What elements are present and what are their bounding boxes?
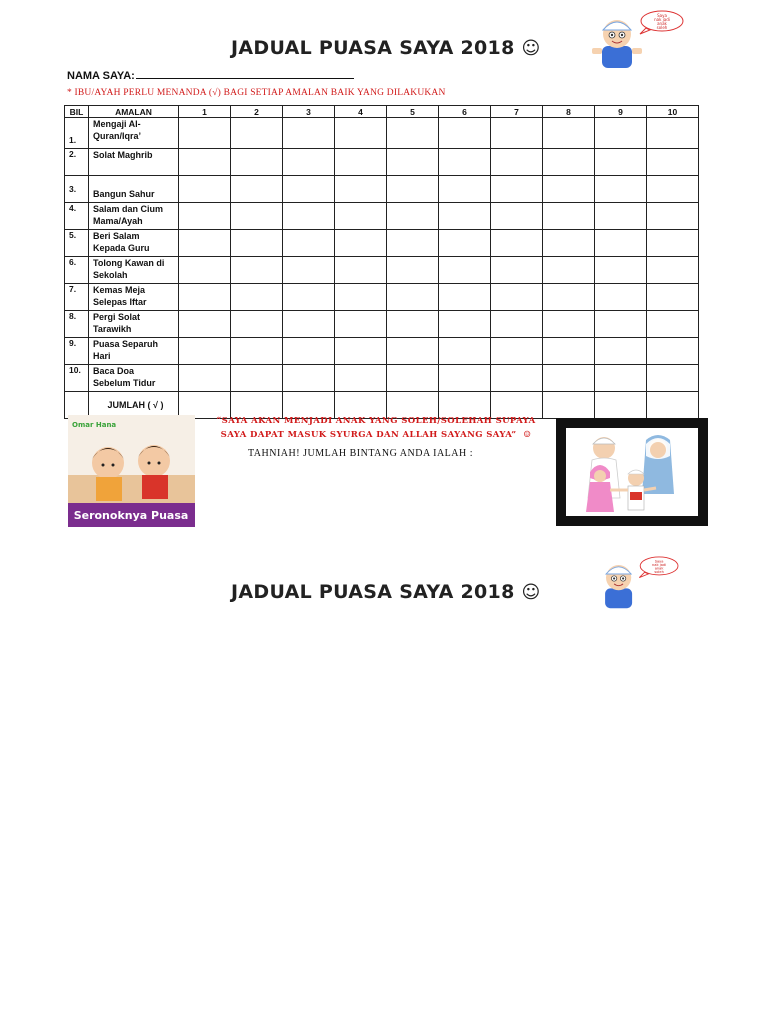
check-cell[interactable] [439, 176, 491, 203]
fasting-schedule-table [64, 105, 699, 419]
activity-line: Mama/Ayah [93, 216, 143, 226]
name-line[interactable] [136, 68, 354, 79]
check-cell[interactable] [231, 311, 283, 338]
table-row [65, 203, 699, 230]
check-cell[interactable] [647, 311, 699, 338]
check-cell[interactable] [231, 149, 283, 176]
check-cell[interactable] [387, 230, 439, 257]
check-cell[interactable] [387, 311, 439, 338]
activity-line: Baca Doa [93, 366, 135, 376]
activity-line: Kemas Meja [93, 285, 146, 295]
header-day-3: 3 [283, 106, 335, 118]
table-row [65, 118, 699, 149]
check-cell[interactable] [335, 230, 387, 257]
check-cell[interactable] [595, 257, 647, 284]
row-number: 2. [65, 149, 89, 176]
activity-cell [89, 149, 179, 176]
check-cell[interactable] [647, 149, 699, 176]
instruction-text: * IBU/AYAH PERLU MENANDA (√) BAGI SETIAP AMALAN BAIK YANG DILAKUKAN [67, 88, 446, 98]
table-row [65, 230, 699, 257]
header-day-4: 4 [335, 106, 387, 118]
table-header-row [65, 106, 699, 118]
check-cell[interactable] [335, 284, 387, 311]
page-title-text: JADUAL PUASA SAYA 2018 [231, 37, 515, 59]
check-cell[interactable] [491, 257, 543, 284]
activity-line: Sebelum Tidur [93, 378, 156, 388]
check-cell[interactable] [595, 338, 647, 365]
check-cell[interactable] [387, 284, 439, 311]
bubble-line-1: Saya [657, 13, 667, 18]
check-cell[interactable] [179, 118, 231, 149]
check-cell[interactable] [543, 338, 595, 365]
check-cell[interactable] [543, 365, 595, 392]
family-picture-frame [556, 418, 708, 526]
check-cell[interactable] [231, 284, 283, 311]
check-cell[interactable] [283, 257, 335, 284]
check-cell[interactable] [491, 284, 543, 311]
check-cell[interactable] [647, 203, 699, 230]
seronoknya-puasa-banner [68, 415, 195, 527]
smiley-icon: ☺ [521, 38, 541, 59]
check-cell[interactable] [283, 230, 335, 257]
check-cell[interactable] [283, 176, 335, 203]
check-cell[interactable] [543, 230, 595, 257]
check-cell[interactable] [335, 257, 387, 284]
row-number: 5. [65, 230, 89, 257]
check-cell[interactable] [387, 118, 439, 149]
activity-line: Selepas Iftar [93, 297, 147, 307]
check-cell[interactable] [335, 365, 387, 392]
row-number: 10. [65, 365, 89, 392]
check-cell[interactable] [647, 257, 699, 284]
page2-title-text: JADUAL PUASA SAYA 2018 [231, 581, 515, 603]
activity-line: Hari [93, 351, 111, 361]
smiley-icon: ☺ [521, 582, 541, 603]
activity-cell [89, 338, 179, 365]
check-cell[interactable] [595, 230, 647, 257]
activity-line: Sekolah [93, 270, 128, 280]
activity-line: Mengaji Al- [93, 119, 141, 129]
check-cell[interactable] [543, 176, 595, 203]
activity-cell [89, 257, 179, 284]
table-row [65, 365, 699, 392]
check-cell[interactable] [335, 338, 387, 365]
check-cell[interactable] [595, 149, 647, 176]
table-row [65, 257, 699, 284]
congrats-text: TAHNIAH! JUMLAH BINTANG ANDA IALAH : [248, 448, 473, 459]
check-cell[interactable] [439, 365, 491, 392]
row-number: 7. [65, 284, 89, 311]
check-cell[interactable] [231, 203, 283, 230]
check-cell[interactable] [491, 203, 543, 230]
check-cell[interactable] [387, 257, 439, 284]
check-cell[interactable] [491, 118, 543, 149]
check-cell[interactable] [647, 118, 699, 149]
activity-line [93, 161, 178, 173]
check-cell[interactable] [335, 203, 387, 230]
activity-cell [89, 311, 179, 338]
header-day-6: 6 [439, 106, 491, 118]
activity-line: Tolong Kawan di [93, 258, 165, 268]
check-cell[interactable] [647, 230, 699, 257]
check-cell[interactable] [179, 149, 231, 176]
check-cell[interactable] [439, 118, 491, 149]
header-bil: BIL [65, 106, 89, 118]
check-cell[interactable] [595, 365, 647, 392]
check-cell[interactable] [283, 311, 335, 338]
activity-cell [89, 176, 179, 203]
check-cell[interactable] [231, 338, 283, 365]
bubble-line-4: soleh [656, 25, 668, 30]
table-row [65, 338, 699, 365]
name-field[interactable] [67, 68, 354, 82]
check-cell[interactable] [647, 284, 699, 311]
row-number: 6. [65, 257, 89, 284]
activity-line: Salam dan Cium [93, 204, 164, 214]
table-row [65, 176, 699, 203]
check-cell[interactable] [491, 338, 543, 365]
check-cell[interactable] [543, 311, 595, 338]
smiley-icon: ☺ [523, 430, 532, 440]
page2-title [231, 581, 541, 603]
activity-cell [89, 230, 179, 257]
check-cell[interactable] [387, 203, 439, 230]
header-day-5: 5 [387, 106, 439, 118]
pledge-line-1: “SAYA AKAN MENJADI ANAK YANG SOLEH/SOLEHAH SUPAYA [216, 416, 536, 426]
check-cell[interactable] [387, 365, 439, 392]
name-label: NAMA SAYA: [67, 70, 135, 82]
check-cell[interactable] [439, 311, 491, 338]
row-number: 3. [65, 176, 89, 203]
check-cell[interactable] [179, 284, 231, 311]
activity-cell [89, 365, 179, 392]
activity-line: Kepada Guru [93, 243, 150, 253]
table-row [65, 284, 699, 311]
check-cell[interactable] [283, 338, 335, 365]
check-cell[interactable] [595, 284, 647, 311]
page-title [231, 37, 541, 59]
pledge-line-2: SAYA DAPAT MASUK SYURGA DAN ALLAH SAYANG SAYA” [220, 430, 517, 440]
family-illustration [566, 428, 698, 516]
cartoon-boy-icon [580, 10, 686, 70]
check-cell[interactable] [231, 365, 283, 392]
check-cell[interactable] [179, 365, 231, 392]
check-cell[interactable] [387, 149, 439, 176]
check-cell[interactable] [647, 365, 699, 392]
activity-line: Beri Salam [93, 231, 140, 241]
check-cell[interactable] [179, 311, 231, 338]
check-cell[interactable] [543, 284, 595, 311]
activity-line: Quran/Iqra’ [93, 131, 142, 141]
check-cell[interactable] [439, 230, 491, 257]
check-cell[interactable] [179, 176, 231, 203]
check-cell[interactable] [179, 257, 231, 284]
pledge-quote [196, 414, 556, 442]
activity-cell [89, 284, 179, 311]
check-cell[interactable] [491, 311, 543, 338]
check-cell[interactable] [387, 176, 439, 203]
cartoon-boy-icon [580, 556, 686, 610]
check-cell[interactable] [231, 176, 283, 203]
check-cell[interactable] [439, 338, 491, 365]
check-cell[interactable] [283, 203, 335, 230]
check-cell[interactable] [179, 230, 231, 257]
check-cell[interactable] [543, 118, 595, 149]
check-cell[interactable] [231, 230, 283, 257]
total-cell[interactable] [595, 392, 647, 419]
check-cell[interactable] [491, 176, 543, 203]
bubble-line-2: nak jadi [652, 562, 667, 567]
header-day-9: 9 [595, 106, 647, 118]
banner-logo: Omar Hana [72, 421, 117, 429]
activity-line: Bangun Sahur [93, 189, 155, 199]
header-day-10: 10 [647, 106, 699, 118]
row-number: 1. [65, 118, 89, 149]
check-cell[interactable] [543, 257, 595, 284]
row-number: 4. [65, 203, 89, 230]
bubble-line-2: nak jadi [654, 17, 670, 22]
check-cell[interactable] [283, 118, 335, 149]
bubble-line-3: anak [654, 566, 664, 571]
check-cell[interactable] [439, 257, 491, 284]
check-cell[interactable] [335, 176, 387, 203]
header-day-1: 1 [179, 106, 231, 118]
bubble-line-3: anak [657, 21, 667, 26]
check-cell[interactable] [231, 257, 283, 284]
check-cell[interactable] [543, 203, 595, 230]
check-cell[interactable] [179, 338, 231, 365]
header-day-2: 2 [231, 106, 283, 118]
activity-cell [89, 203, 179, 230]
check-cell[interactable] [439, 149, 491, 176]
bubble-line-4: soleh [654, 570, 664, 575]
header-day-7: 7 [491, 106, 543, 118]
check-cell[interactable] [283, 365, 335, 392]
check-cell[interactable] [283, 284, 335, 311]
activity-line: Puasa Separuh [93, 339, 159, 349]
table-body [65, 118, 699, 392]
check-cell[interactable] [439, 203, 491, 230]
check-cell[interactable] [335, 149, 387, 176]
header-day-8: 8 [543, 106, 595, 118]
total-label: JUMLAH ( √ ) [89, 392, 179, 419]
check-cell[interactable] [491, 149, 543, 176]
activity-line: Tarawikh [93, 324, 132, 334]
check-cell[interactable] [543, 149, 595, 176]
check-cell[interactable] [491, 365, 543, 392]
check-cell[interactable] [439, 284, 491, 311]
activity-cell [89, 118, 179, 149]
table-row [65, 311, 699, 338]
row-number: 9. [65, 338, 89, 365]
activity-line: Solat Maghrib [93, 150, 153, 160]
check-cell[interactable] [595, 176, 647, 203]
check-cell[interactable] [647, 338, 699, 365]
check-cell[interactable] [283, 149, 335, 176]
check-cell[interactable] [647, 176, 699, 203]
total-cell[interactable] [647, 392, 699, 419]
check-cell[interactable] [335, 311, 387, 338]
check-cell[interactable] [387, 338, 439, 365]
banner-illustration [68, 415, 195, 527]
check-cell[interactable] [595, 311, 647, 338]
row-number: 8. [65, 311, 89, 338]
check-cell[interactable] [231, 118, 283, 149]
check-cell[interactable] [595, 118, 647, 149]
check-cell[interactable] [595, 203, 647, 230]
banner-text: Seronoknya Puasa [73, 509, 189, 522]
check-cell[interactable] [179, 203, 231, 230]
bubble-line-1: Saya [654, 559, 664, 564]
activity-line: Pergi Solat [93, 312, 141, 322]
check-cell[interactable] [335, 118, 387, 149]
check-cell[interactable] [491, 230, 543, 257]
activity-line [93, 176, 178, 188]
header-amalan: AMALAN [89, 106, 179, 118]
table-row [65, 149, 699, 176]
